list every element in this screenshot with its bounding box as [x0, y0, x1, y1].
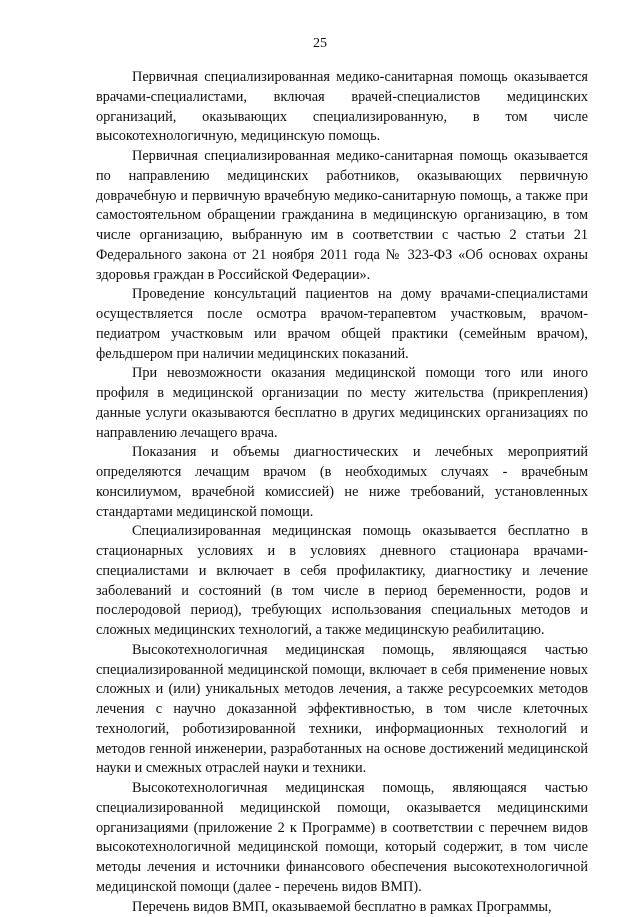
- paragraph-specialized-care: Специализированная медицинская помощь оказывается бесплатно в стационарных условиях и в условиях дневного стационара врачами-специалистами и включает в себя профилактику, диагностику и лечение заболеваний и состояний (в том числе в период беременности, родов и послеродовой период), требующих использования специальных методов и сложных медицинских технологий, а также медицинскую реабилитацию.: [96, 522, 588, 641]
- paragraph-high-tech-care-definition: Высокотехнологичная медицинская помощь, являющаяся частью специализированной медицинской помощи, включает в себя применение новых сложных и (или) уникальных методов лечения, а также ресурсоемких методов лечения с научно доказанной эффективностью, в том числе клеточных технологий, роботизированной техники, информационных технологий и методов генной инженерии, разработанных на основе достижений медицинской науки и смежных отраслей науки и техники.: [96, 641, 588, 779]
- paragraph-home-consultations: Проведение консультаций пациентов на дому врачами-специалистами осуществляется после осмотра врачом-терапевтом участковым, врачом-педиатром участковым или врачом общей практики (семейным врачом), фельдшером при наличии медицинских показаний.: [96, 285, 588, 364]
- paragraph-referral-conditions: Первичная специализированная медико-санитарная помощь оказывается по направлению медицинских работников, оказывающих первичную доврачебную и первичную врачебную медико-санитарную помощь, а также при самостоятельном обращении гражданина в медицинскую организацию, в том числе организацию, выбранную им в соответствии с частью 2 статьи 21 Федерального закона от 21 ноября 2011 года № 323-ФЗ «Об основах охраны здоровья граждан в Российской Федерации».: [96, 147, 588, 285]
- document-body: [96, 68, 588, 917]
- page-number: 25: [0, 36, 640, 52]
- paragraph-high-tech-care-organizations: Высокотехнологичная медицинская помощь, являющаяся частью специализированной медицинской помощи, оказывается медицинскими организациями (приложение 2 к Программе) в соответствии с перечнем видов высокотехнологичной медицинской помощи, который содержит, в том числе методы лечения и источники финансового обеспечения высокотехнологичной медицинской помощи (далее - перечень видов ВМП).: [96, 779, 588, 898]
- paragraph-other-organizations: При невозможности оказания медицинской помощи того или иного профиля в медицинской организации по месту жительства (прикрепления) данные услуги оказываются бесплатно в других медицинских организациях по направлению лечащего врача.: [96, 364, 588, 443]
- paragraph-vmp-list-start: Перечень видов ВМП, оказываемой бесплатно в рамках Программы,: [96, 898, 588, 917]
- paragraph-primary-specialized-care: Первичная специализированная медико-санитарная помощь оказывается врачами-специалистами, включая врачей-специалистов медицинских организаций, оказывающих специализированную, в том числе высокотехнологичную, медицинскую помощь.: [96, 68, 588, 147]
- paragraph-indications-and-volumes: Показания и объемы диагностических и лечебных мероприятий определяются лечащим врачом (в необходимых случаях - врачебным консилиумом, врачебной комиссией) не ниже требований, установленных стандартами медицинской помощи.: [96, 443, 588, 522]
